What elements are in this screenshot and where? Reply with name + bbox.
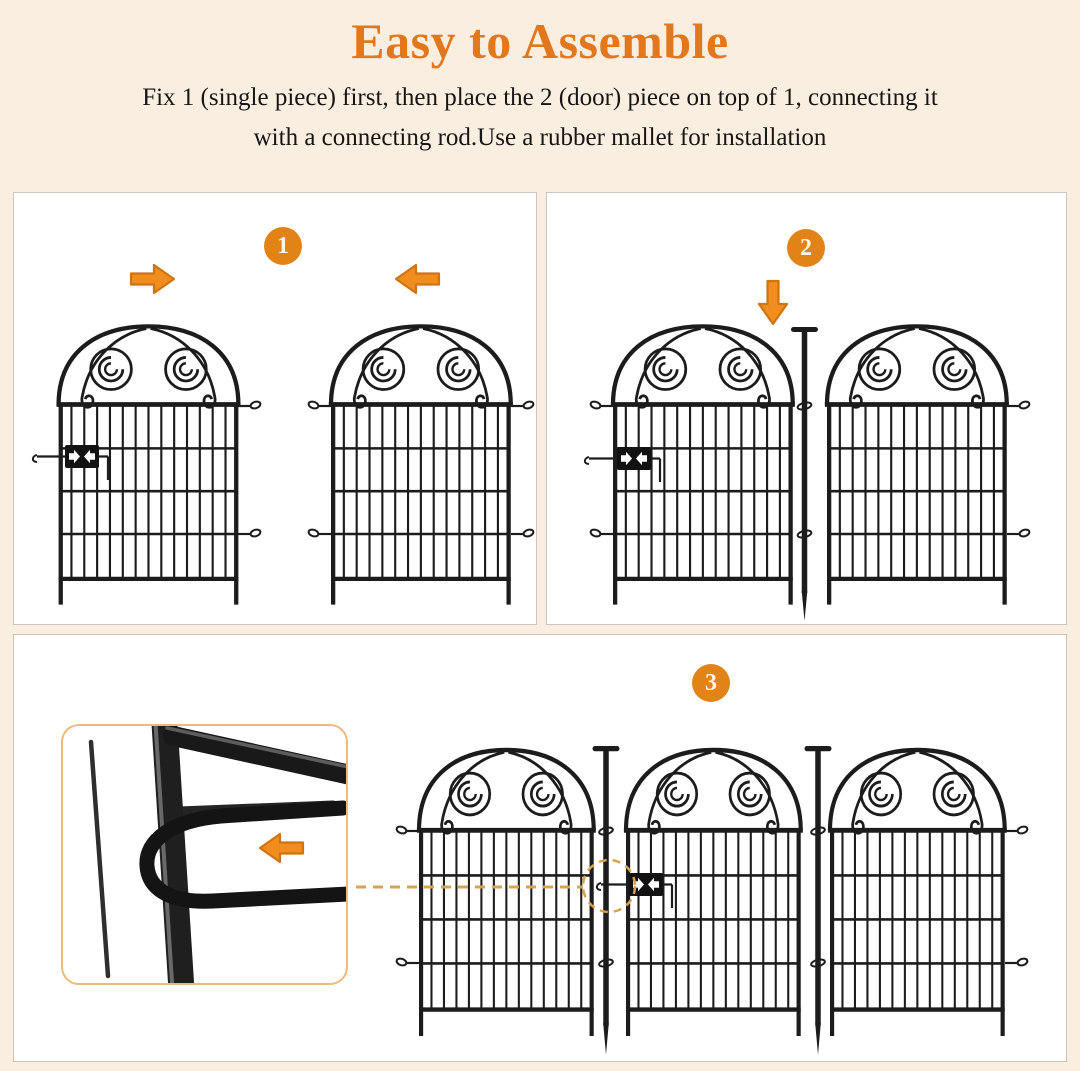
page-title: Easy to Assemble [351, 13, 729, 69]
eye-hook [1005, 825, 1028, 834]
eye-hook [238, 400, 261, 409]
eye-hook [396, 825, 419, 834]
arrow-down-icon [759, 281, 787, 324]
step-3-illustration [14, 635, 1068, 1063]
fence-panel-single [329, 326, 513, 604]
step-3-panel [13, 634, 1067, 1062]
eye-hook [1007, 528, 1030, 537]
fence-panel-single [825, 326, 1009, 604]
eye-hook [1007, 400, 1030, 409]
header [0, 0, 1080, 158]
step-2-badge: 2 [787, 229, 825, 267]
step-1-illustration [14, 193, 538, 626]
subtitle-line-1: Fix 1 (single piece) first, then place the 2 (door) piece on top of 1, connecting it [142, 84, 938, 111]
step-2-illustration [547, 193, 1068, 626]
fence-panel-single [828, 750, 1007, 1036]
eye-hook [238, 528, 261, 537]
eye-hook [396, 957, 419, 966]
eye-hook [308, 528, 331, 537]
eye-hook [511, 528, 534, 537]
step-1-badge: 1 [264, 227, 302, 265]
fence-panel-single [417, 750, 596, 1036]
eye-hook [1005, 957, 1028, 966]
eye-hook [511, 400, 534, 409]
step-2-panel [546, 192, 1067, 625]
eye-hook [590, 528, 613, 537]
subtitle [0, 78, 1080, 158]
door-latch [585, 447, 660, 482]
step-3-badge: 3 [692, 664, 730, 702]
arrow-left-icon [396, 265, 439, 293]
eye-hook [590, 400, 613, 409]
connecting-rod [807, 748, 829, 1055]
connecting-rod [595, 748, 617, 1055]
arrow-right-icon [131, 265, 174, 293]
eye-hook [308, 400, 331, 409]
step-1-panel [13, 192, 537, 625]
subtitle-line-2: with a connecting rod.Use a rubber mallet for installation [253, 124, 827, 151]
connecting-rod [794, 329, 816, 621]
